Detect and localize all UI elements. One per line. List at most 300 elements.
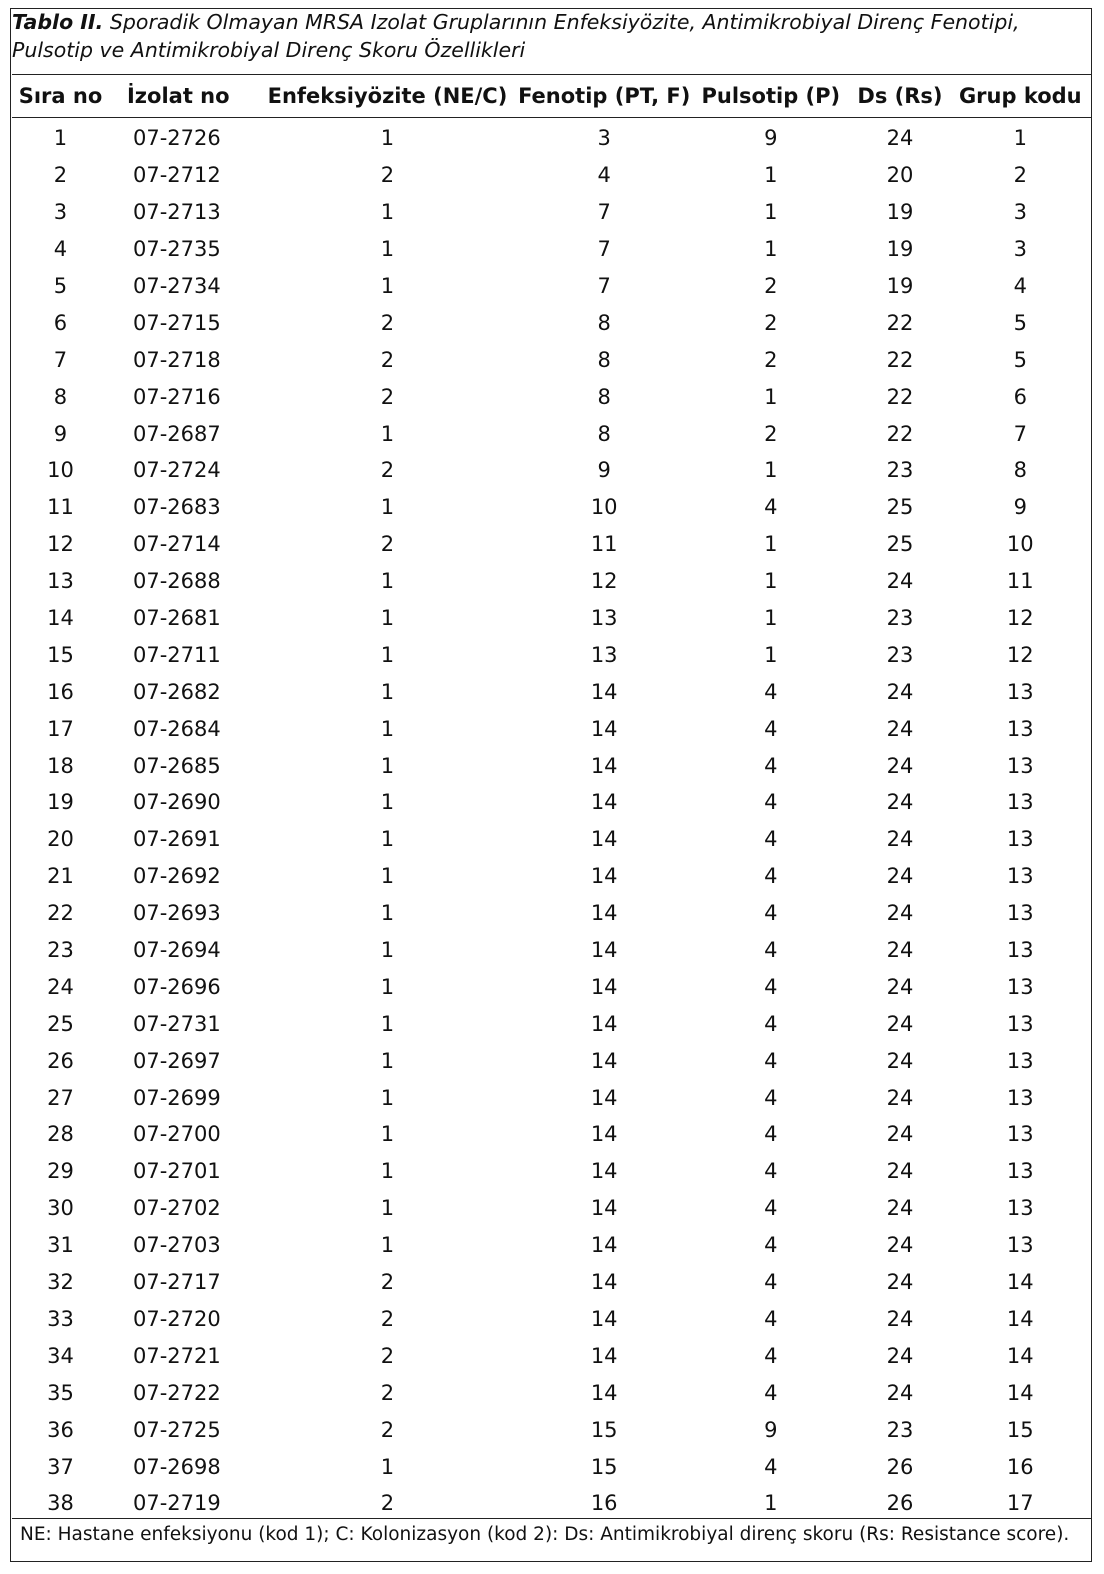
cell-ds: 24	[886, 1122, 914, 1147]
cell-pulsotip: 9	[764, 1417, 778, 1442]
cell-grup-kodu: 13	[1006, 1196, 1034, 1221]
cell-ds: 24	[886, 864, 914, 889]
cell-grup-kodu: 13	[1006, 1159, 1034, 1184]
cell-enfeksiyozite: 1	[380, 274, 395, 298]
cell-enfeksiyozite: 1	[380, 1085, 395, 1110]
cell-izolat-no: 07-2682	[132, 679, 221, 704]
cell-ds: 24	[886, 1343, 914, 1368]
cell-fenotip: 14	[590, 753, 618, 778]
cell-fenotip: 13	[590, 642, 618, 667]
table-row	[12, 304, 1092, 341]
col-header-pulsotip: Pulsotip (P)	[701, 84, 841, 108]
cell-sira-no: 29	[47, 1159, 74, 1184]
cell-sira-no: 32	[47, 1270, 74, 1295]
cell-fenotip: 16	[590, 1491, 618, 1516]
cell-pulsotip: 4	[764, 827, 778, 852]
cell-grup-kodu: 13	[1006, 827, 1034, 852]
cell-sira-no: 37	[47, 1454, 74, 1479]
cell-pulsotip: 4	[764, 716, 778, 741]
cell-pulsotip: 4	[764, 1306, 778, 1331]
cell-pulsotip: 2	[764, 421, 778, 446]
cell-fenotip: 7	[597, 200, 611, 225]
cell-enfeksiyozite: 1	[380, 1159, 395, 1184]
cell-izolat-no: 07-2685	[132, 753, 221, 778]
cell-sira-no: 18	[47, 753, 74, 778]
cell-pulsotip: 1	[764, 532, 778, 557]
cell-sira-no: 38	[47, 1491, 74, 1516]
cell-ds: 24	[886, 679, 914, 704]
caption-lead: Tablo II.	[12, 10, 104, 34]
cell-pulsotip: 4	[764, 1159, 778, 1184]
cell-izolat-no: 07-2693	[132, 901, 221, 926]
table-row	[12, 710, 1092, 747]
cell-pulsotip: 4	[764, 1380, 778, 1405]
cell-ds: 24	[886, 1159, 914, 1184]
cell-grup-kodu: 11	[1006, 569, 1034, 594]
cell-sira-no: 31	[47, 1233, 74, 1258]
cell-pulsotip: 4	[764, 1085, 778, 1110]
cell-izolat-no: 07-2715	[132, 310, 221, 335]
cell-grup-kodu: 14	[1006, 1306, 1034, 1331]
cell-grup-kodu: 5	[1013, 347, 1027, 372]
cell-izolat-no: 07-2696	[132, 974, 221, 999]
cell-fenotip: 14	[590, 716, 618, 741]
cell-enfeksiyozite: 1	[380, 1196, 395, 1221]
cell-fenotip: 4	[597, 163, 611, 188]
cell-ds: 23	[886, 1417, 914, 1442]
cell-fenotip: 14	[590, 1048, 618, 1073]
cell-enfeksiyozite: 1	[380, 1048, 395, 1073]
cell-izolat-no: 07-2714	[132, 532, 221, 557]
cell-ds: 24	[886, 1380, 914, 1405]
cell-pulsotip: 1	[764, 163, 778, 188]
cell-enfeksiyozite: 2	[380, 310, 395, 335]
cell-enfeksiyozite: 2	[380, 163, 395, 188]
cell-enfeksiyozite: 1	[380, 974, 395, 999]
cell-pulsotip: 1	[764, 200, 778, 225]
cell-ds: 24	[886, 753, 914, 778]
table-row	[12, 378, 1092, 415]
cell-fenotip: 14	[590, 1233, 618, 1258]
cell-ds: 22	[886, 384, 914, 409]
cell-fenotip: 14	[590, 1196, 618, 1221]
cell-pulsotip: 1	[764, 569, 778, 594]
cell-grup-kodu: 9	[1013, 495, 1027, 520]
cell-grup-kodu: 8	[1013, 458, 1027, 483]
cell-izolat-no: 07-2720	[132, 1306, 221, 1331]
cell-enfeksiyozite: 1	[380, 901, 395, 926]
table-row	[12, 116, 1092, 157]
cell-pulsotip: 1	[764, 1491, 778, 1516]
cell-grup-kodu: 12	[1006, 606, 1034, 631]
table-row	[12, 1005, 1092, 1042]
table-row	[12, 673, 1092, 710]
col-header-enfeksiyozite: Enfeksiyözite (NE/C)	[267, 84, 508, 108]
cell-izolat-no: 07-2735	[132, 237, 221, 262]
cell-izolat-no: 07-2718	[132, 347, 221, 372]
cell-pulsotip: 4	[764, 1011, 778, 1036]
table-body	[12, 116, 1092, 1522]
cell-enfeksiyozite: 2	[380, 1417, 395, 1442]
cell-fenotip: 14	[590, 827, 618, 852]
cell-grup-kodu: 14	[1006, 1270, 1034, 1295]
cell-izolat-no: 07-2691	[132, 827, 221, 852]
cell-grup-kodu: 3	[1013, 237, 1027, 262]
cell-fenotip: 7	[597, 274, 611, 298]
cell-izolat-no: 07-2724	[132, 458, 221, 483]
table-row	[12, 1374, 1092, 1411]
cell-enfeksiyozite: 2	[380, 384, 395, 409]
cell-izolat-no: 07-2722	[132, 1380, 221, 1405]
cell-enfeksiyozite: 2	[380, 532, 395, 557]
table-row	[12, 895, 1092, 932]
cell-fenotip: 10	[590, 495, 618, 520]
col-header-ds: Ds (Rs)	[857, 84, 943, 108]
cell-fenotip: 7	[597, 237, 611, 262]
cell-enfeksiyozite: 1	[380, 126, 395, 151]
cell-sira-no: 19	[47, 790, 74, 815]
cell-fenotip: 14	[590, 1380, 618, 1405]
cell-fenotip: 13	[590, 606, 618, 631]
cell-sira-no: 16	[47, 679, 74, 704]
cell-enfeksiyozite: 2	[380, 1306, 395, 1331]
cell-grup-kodu: 13	[1006, 790, 1034, 815]
cell-ds: 26	[886, 1454, 914, 1479]
cell-fenotip: 8	[597, 384, 611, 409]
table-row	[12, 1116, 1092, 1153]
cell-ds: 24	[886, 974, 914, 999]
table-row	[12, 1190, 1092, 1227]
cell-sira-no: 11	[47, 495, 74, 520]
cell-sira-no: 13	[47, 569, 74, 594]
cell-enfeksiyozite: 1	[380, 679, 395, 704]
cell-enfeksiyozite: 2	[380, 1380, 395, 1405]
caption-rule	[12, 74, 1092, 75]
cell-enfeksiyozite: 1	[380, 495, 395, 520]
table-row	[12, 563, 1092, 600]
cell-sira-no: 36	[47, 1417, 74, 1442]
cell-sira-no: 10	[47, 458, 74, 483]
cell-izolat-no: 07-2701	[132, 1159, 221, 1184]
cell-sira-no: 28	[47, 1122, 74, 1147]
cell-enfeksiyozite: 2	[380, 347, 395, 372]
cell-grup-kodu: 13	[1006, 1233, 1034, 1258]
cell-enfeksiyozite: 1	[380, 938, 395, 963]
cell-enfeksiyozite: 1	[380, 864, 395, 889]
table-row	[12, 858, 1092, 895]
table-row	[12, 600, 1092, 637]
cell-enfeksiyozite: 1	[380, 827, 395, 852]
cell-ds: 19	[886, 237, 914, 262]
cell-sira-no: 21	[47, 864, 74, 889]
table-row	[12, 489, 1092, 526]
cell-sira-no: 15	[47, 642, 74, 667]
col-header-sira-no: Sıra no	[18, 84, 103, 108]
cell-grup-kodu: 1	[1013, 126, 1027, 151]
cell-sira-no: 6	[53, 310, 68, 335]
cell-grup-kodu: 13	[1006, 901, 1034, 926]
cell-sira-no: 27	[47, 1085, 74, 1110]
cell-ds: 22	[886, 347, 914, 372]
cell-fenotip: 14	[590, 1270, 618, 1295]
cell-enfeksiyozite: 1	[380, 606, 395, 631]
cell-sira-no: 1	[53, 126, 68, 151]
table-row	[12, 1153, 1092, 1190]
cell-ds: 24	[886, 938, 914, 963]
cell-izolat-no: 07-2734	[132, 274, 221, 298]
cell-enfeksiyozite: 1	[380, 421, 395, 446]
cell-ds: 22	[886, 310, 914, 335]
cell-fenotip: 12	[590, 569, 618, 594]
table-row	[12, 784, 1092, 821]
cell-pulsotip: 1	[764, 606, 778, 631]
cell-fenotip: 15	[590, 1417, 618, 1442]
table-row	[12, 194, 1092, 231]
cell-enfeksiyozite: 1	[380, 1122, 395, 1147]
table-row	[12, 1042, 1092, 1079]
cell-izolat-no: 07-2690	[132, 790, 221, 815]
cell-enfeksiyozite: 2	[380, 1270, 395, 1295]
cell-pulsotip: 4	[764, 679, 778, 704]
cell-pulsotip: 1	[764, 458, 778, 483]
cell-fenotip: 14	[590, 1085, 618, 1110]
cell-ds: 24	[886, 1048, 914, 1073]
cell-grup-kodu: 13	[1006, 1122, 1034, 1147]
cell-izolat-no: 07-2703	[132, 1233, 221, 1258]
cell-pulsotip: 4	[764, 901, 778, 926]
data-table	[12, 76, 1092, 1522]
cell-izolat-no: 07-2692	[132, 864, 221, 889]
cell-fenotip: 14	[590, 790, 618, 815]
header-row	[12, 76, 1092, 116]
cell-fenotip: 9	[597, 458, 611, 483]
cell-ds: 24	[886, 1270, 914, 1295]
cell-fenotip: 15	[590, 1454, 618, 1479]
cell-grup-kodu: 13	[1006, 1085, 1034, 1110]
cell-ds: 22	[886, 421, 914, 446]
cell-ds: 23	[886, 606, 914, 631]
cell-fenotip: 8	[597, 310, 611, 335]
cell-pulsotip: 4	[764, 1048, 778, 1073]
cell-sira-no: 20	[47, 827, 74, 852]
cell-enfeksiyozite: 2	[380, 1343, 395, 1368]
cell-sira-no: 34	[47, 1343, 74, 1368]
cell-grup-kodu: 10	[1006, 532, 1034, 557]
cell-izolat-no: 07-2688	[132, 569, 221, 594]
cell-grup-kodu: 13	[1006, 938, 1034, 963]
table-row	[12, 415, 1092, 452]
cell-grup-kodu: 15	[1006, 1417, 1034, 1442]
cell-grup-kodu: 5	[1013, 310, 1027, 335]
cell-grup-kodu: 13	[1006, 864, 1034, 889]
cell-izolat-no: 07-2713	[132, 200, 221, 225]
cell-sira-no: 24	[47, 974, 74, 999]
cell-ds: 19	[886, 200, 914, 225]
table-caption	[12, 8, 1072, 64]
cell-fenotip: 14	[590, 679, 618, 704]
cell-grup-kodu: 2	[1013, 163, 1027, 188]
cell-izolat-no: 07-2731	[132, 1011, 221, 1036]
cell-ds: 24	[886, 1196, 914, 1221]
cell-enfeksiyozite: 1	[380, 1011, 395, 1036]
cell-pulsotip: 4	[764, 1196, 778, 1221]
cell-sira-no: 2	[53, 163, 68, 188]
cell-izolat-no: 07-2721	[132, 1343, 221, 1368]
caption-text: Sporadik Olmayan MRSA Izolat Gruplarının Enfeksiyözite, Antimikrobiyal Direnç Fenotipi, Pulsotip ve Antimikrobiyal Direnç Skoru Özellikleri	[12, 10, 1020, 62]
cell-grup-kodu: 6	[1013, 384, 1027, 409]
cell-ds: 24	[886, 126, 914, 151]
table-row	[12, 636, 1092, 673]
cell-enfeksiyozite: 1	[380, 1454, 395, 1479]
cell-enfeksiyozite: 1	[380, 200, 395, 225]
cell-izolat-no: 07-2716	[132, 384, 221, 409]
cell-pulsotip: 2	[764, 347, 778, 372]
cell-ds: 23	[886, 458, 914, 483]
cell-fenotip: 14	[590, 1011, 618, 1036]
table-row	[12, 452, 1092, 489]
table-row	[12, 1448, 1092, 1485]
table-row	[12, 157, 1092, 194]
cell-pulsotip: 4	[764, 864, 778, 889]
cell-izolat-no: 07-2711	[132, 642, 221, 667]
cell-grup-kodu: 13	[1006, 679, 1034, 704]
cell-izolat-no: 07-2717	[132, 1270, 221, 1295]
cell-sira-no: 7	[53, 347, 68, 372]
cell-pulsotip: 1	[764, 237, 778, 262]
cell-grup-kodu: 13	[1006, 753, 1034, 778]
cell-pulsotip: 2	[764, 274, 778, 298]
cell-izolat-no: 07-2712	[132, 163, 221, 188]
cell-sira-no: 26	[47, 1048, 74, 1073]
table-footnote: NE: Hastane enfeksiyonu (kod 1); C: Kolonizasyon (kod 2): Ds: Antimikrobiyal direnç skoru (Rs: Resistance score).	[20, 1524, 1070, 1545]
cell-enfeksiyozite: 2	[380, 458, 395, 483]
cell-grup-kodu: 17	[1006, 1491, 1034, 1516]
cell-ds: 24	[886, 901, 914, 926]
cell-pulsotip: 1	[764, 384, 778, 409]
table-row	[12, 1411, 1092, 1448]
cell-grup-kodu: 14	[1006, 1380, 1034, 1405]
cell-ds: 19	[886, 274, 914, 298]
table-row	[12, 1227, 1092, 1264]
cell-pulsotip: 4	[764, 753, 778, 778]
cell-sira-no: 3	[53, 200, 68, 225]
table-row	[12, 1485, 1092, 1522]
cell-fenotip: 14	[590, 1122, 618, 1147]
cell-enfeksiyozite: 1	[380, 790, 395, 815]
cell-ds: 24	[886, 1011, 914, 1036]
cell-ds: 24	[886, 1306, 914, 1331]
cell-fenotip: 14	[590, 901, 618, 926]
cell-fenotip: 14	[590, 1343, 618, 1368]
cell-fenotip: 14	[590, 1159, 618, 1184]
cell-fenotip: 11	[590, 532, 618, 557]
cell-pulsotip: 1	[764, 642, 778, 667]
cell-sira-no: 9	[53, 421, 68, 446]
table-row	[12, 1301, 1092, 1338]
cell-enfeksiyozite: 1	[380, 642, 395, 667]
cell-fenotip: 14	[590, 1306, 618, 1331]
cell-grup-kodu: 7	[1013, 421, 1027, 446]
cell-grup-kodu: 12	[1006, 642, 1034, 667]
cell-izolat-no: 07-2683	[132, 495, 221, 520]
table-row	[12, 747, 1092, 784]
cell-sira-no: 35	[47, 1380, 74, 1405]
cell-fenotip: 14	[590, 938, 618, 963]
col-header-grup-kodu: Grup kodu	[958, 84, 1082, 108]
cell-izolat-no: 07-2687	[132, 421, 221, 446]
cell-sira-no: 30	[47, 1196, 74, 1221]
cell-ds: 24	[886, 1233, 914, 1258]
cell-pulsotip: 4	[764, 1233, 778, 1258]
cell-enfeksiyozite: 2	[380, 1491, 395, 1516]
cell-fenotip: 8	[597, 347, 611, 372]
cell-izolat-no: 07-2694	[132, 938, 221, 963]
cell-sira-no: 8	[53, 384, 68, 409]
cell-izolat-no: 07-2702	[132, 1196, 221, 1221]
table-row	[12, 526, 1092, 563]
table-row	[12, 231, 1092, 268]
cell-ds: 24	[886, 569, 914, 594]
cell-izolat-no: 07-2684	[132, 716, 221, 741]
cell-enfeksiyozite: 1	[380, 237, 395, 262]
cell-grup-kodu: 13	[1006, 1048, 1034, 1073]
cell-izolat-no: 07-2726	[132, 126, 221, 151]
cell-grup-kodu: 4	[1013, 274, 1027, 298]
cell-enfeksiyozite: 1	[380, 1233, 395, 1258]
cell-izolat-no: 07-2698	[132, 1454, 221, 1479]
table-row	[12, 821, 1092, 858]
cell-grup-kodu: 13	[1006, 974, 1034, 999]
cell-ds: 25	[886, 532, 914, 557]
cell-sira-no: 14	[47, 606, 74, 631]
cell-sira-no: 4	[53, 237, 68, 262]
col-header-izolat-no: İzolat no	[126, 84, 230, 108]
table-row	[12, 968, 1092, 1005]
cell-grup-kodu: 13	[1006, 716, 1034, 741]
cell-pulsotip: 2	[764, 310, 778, 335]
cell-pulsotip: 4	[764, 1454, 778, 1479]
cell-fenotip: 14	[590, 864, 618, 889]
cell-enfeksiyozite: 1	[380, 716, 395, 741]
cell-izolat-no: 07-2700	[132, 1122, 221, 1147]
cell-pulsotip: 4	[764, 790, 778, 815]
cell-pulsotip: 4	[764, 938, 778, 963]
table-row	[12, 268, 1092, 305]
cell-sira-no: 12	[47, 532, 74, 557]
col-header-fenotip: Fenotip (PT, F)	[518, 84, 691, 108]
cell-grup-kodu: 13	[1006, 1011, 1034, 1036]
cell-sira-no: 23	[47, 938, 74, 963]
table-row	[12, 932, 1092, 969]
cell-pulsotip: 4	[764, 1122, 778, 1147]
cell-ds: 20	[886, 163, 914, 188]
cell-izolat-no: 07-2681	[132, 606, 221, 631]
cell-pulsotip: 4	[764, 495, 778, 520]
cell-izolat-no: 07-2719	[132, 1491, 221, 1516]
cell-sira-no: 33	[47, 1306, 74, 1331]
cell-sira-no: 5	[53, 274, 68, 298]
cell-pulsotip: 4	[764, 974, 778, 999]
cell-sira-no: 22	[47, 901, 74, 926]
table-row	[12, 1079, 1092, 1116]
cell-fenotip: 8	[597, 421, 611, 446]
cell-pulsotip: 4	[764, 1343, 778, 1368]
cell-ds: 24	[886, 716, 914, 741]
cell-izolat-no: 07-2725	[132, 1417, 221, 1442]
cell-pulsotip: 4	[764, 1270, 778, 1295]
cell-ds: 24	[886, 790, 914, 815]
cell-fenotip: 14	[590, 974, 618, 999]
